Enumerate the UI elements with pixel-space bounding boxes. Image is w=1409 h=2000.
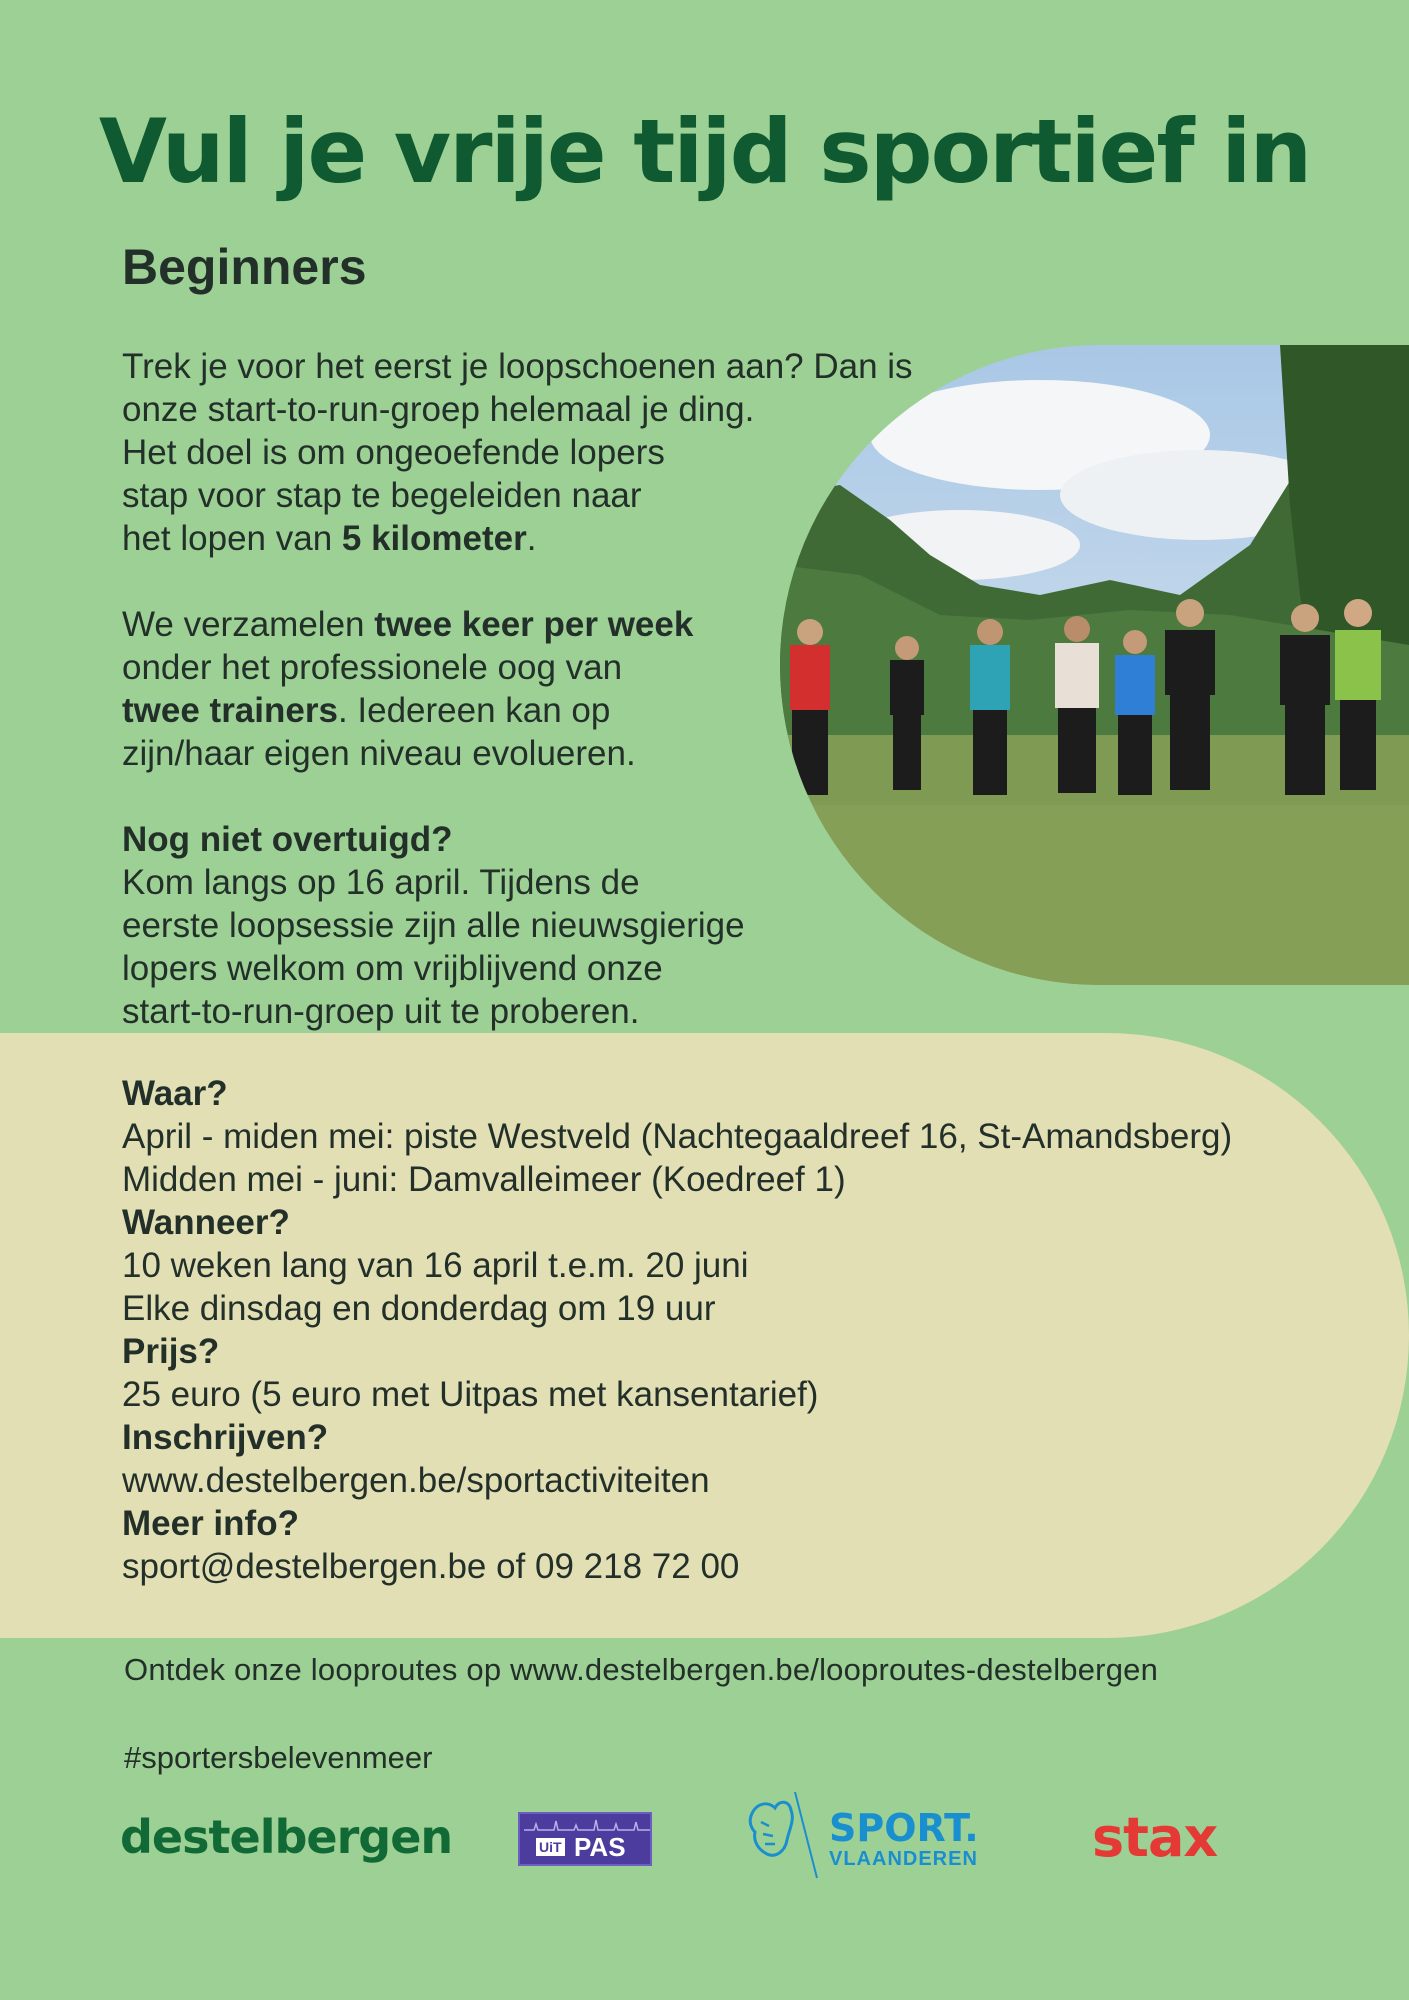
intro-line: Trek je voor het eerst je loopschoenen aan? Dan is — [122, 347, 913, 386]
convince-paragraph — [122, 818, 842, 1033]
intro-line: het lopen van — [122, 519, 342, 558]
convince-line: lopers welkom om vrijblijvend onze — [122, 949, 663, 988]
trainers-highlight: twee trainers — [122, 691, 338, 730]
where-line: April - miden mei: piste Westveld (Nachtegaaldreef 16, St-Amandsberg) — [122, 1117, 1233, 1156]
sport-label: SPORT. — [829, 1806, 979, 1850]
section-subtitle: Beginners — [122, 239, 367, 295]
uitpas-logo — [518, 1812, 652, 1866]
routes-link[interactable]: Ontdek onze looproutes op www.destelbergen.be/looproutes-destelbergen — [124, 1652, 1159, 1687]
schedule-line: We verzamelen — [122, 605, 375, 644]
lion-icon — [745, 1786, 825, 1882]
register-heading: Inschrijven? — [122, 1418, 329, 1457]
skyline-icon — [524, 1818, 650, 1832]
uitpas-pas-label: PAS — [574, 1832, 626, 1862]
where-line: Midden mei - juni: Damvalleimeer (Koedreef 1) — [122, 1160, 846, 1199]
register-link[interactable]: www.destelbergen.be/sportactiviteiten — [122, 1461, 710, 1500]
contact-line[interactable]: sport@destelbergen.be of 09 218 72 00 — [122, 1547, 740, 1586]
page-title: Vul je vrije tijd sportief in — [98, 100, 1311, 203]
frequency-highlight: twee keer per week — [374, 605, 694, 644]
convince-line: Kom langs op 16 april. Tijdens de — [122, 863, 640, 902]
distance-highlight: 5 kilometer — [341, 519, 527, 558]
intro-line-end: . — [526, 519, 537, 558]
schedule-line: zijn/haar eigen niveau evolueren. — [122, 734, 636, 773]
schedule-paragraph — [122, 603, 762, 775]
intro-line: stap voor stap te begeleiden naar — [122, 476, 642, 515]
schedule-line: onder het professionele oog van — [122, 648, 623, 687]
when-line: 10 weken lang van 16 april t.e.m. 20 juni — [122, 1246, 749, 1285]
stax-logo: stax — [1092, 1806, 1218, 1869]
more-info-heading: Meer info? — [122, 1504, 299, 1543]
convince-line: eerste loopsessie zijn alle nieuwsgierige — [122, 906, 745, 945]
price-line: 25 euro (5 euro met Uitpas met kansentarief) — [122, 1375, 819, 1414]
vlaanderen-label: VLAANDEREN — [829, 1848, 978, 1870]
intro-line: Het doel is om ongeoefende lopers — [122, 433, 665, 472]
practical-info — [122, 1072, 1232, 1588]
uitpas-uit-label: UiT — [536, 1838, 565, 1856]
intro-line: onze start-to-run-groep helemaal je ding. — [122, 390, 755, 429]
when-heading: Wanneer? — [122, 1203, 290, 1242]
sport-vlaanderen-logo — [745, 1786, 1005, 1882]
where-heading: Waar? — [122, 1074, 228, 1113]
convince-line: start-to-run-groep uit te proberen. — [122, 992, 640, 1031]
when-line: Elke dinsdag en donderdag om 19 uur — [122, 1289, 716, 1328]
destelbergen-logo: destelbergen — [120, 1810, 453, 1864]
convince-heading: Nog niet overtuigd? — [122, 820, 453, 859]
group-running-photo — [780, 345, 1409, 985]
hashtag: #sportersbelevenmeer — [124, 1740, 433, 1775]
schedule-line: . Iedereen kan op — [337, 691, 611, 730]
price-heading: Prijs? — [122, 1332, 220, 1371]
